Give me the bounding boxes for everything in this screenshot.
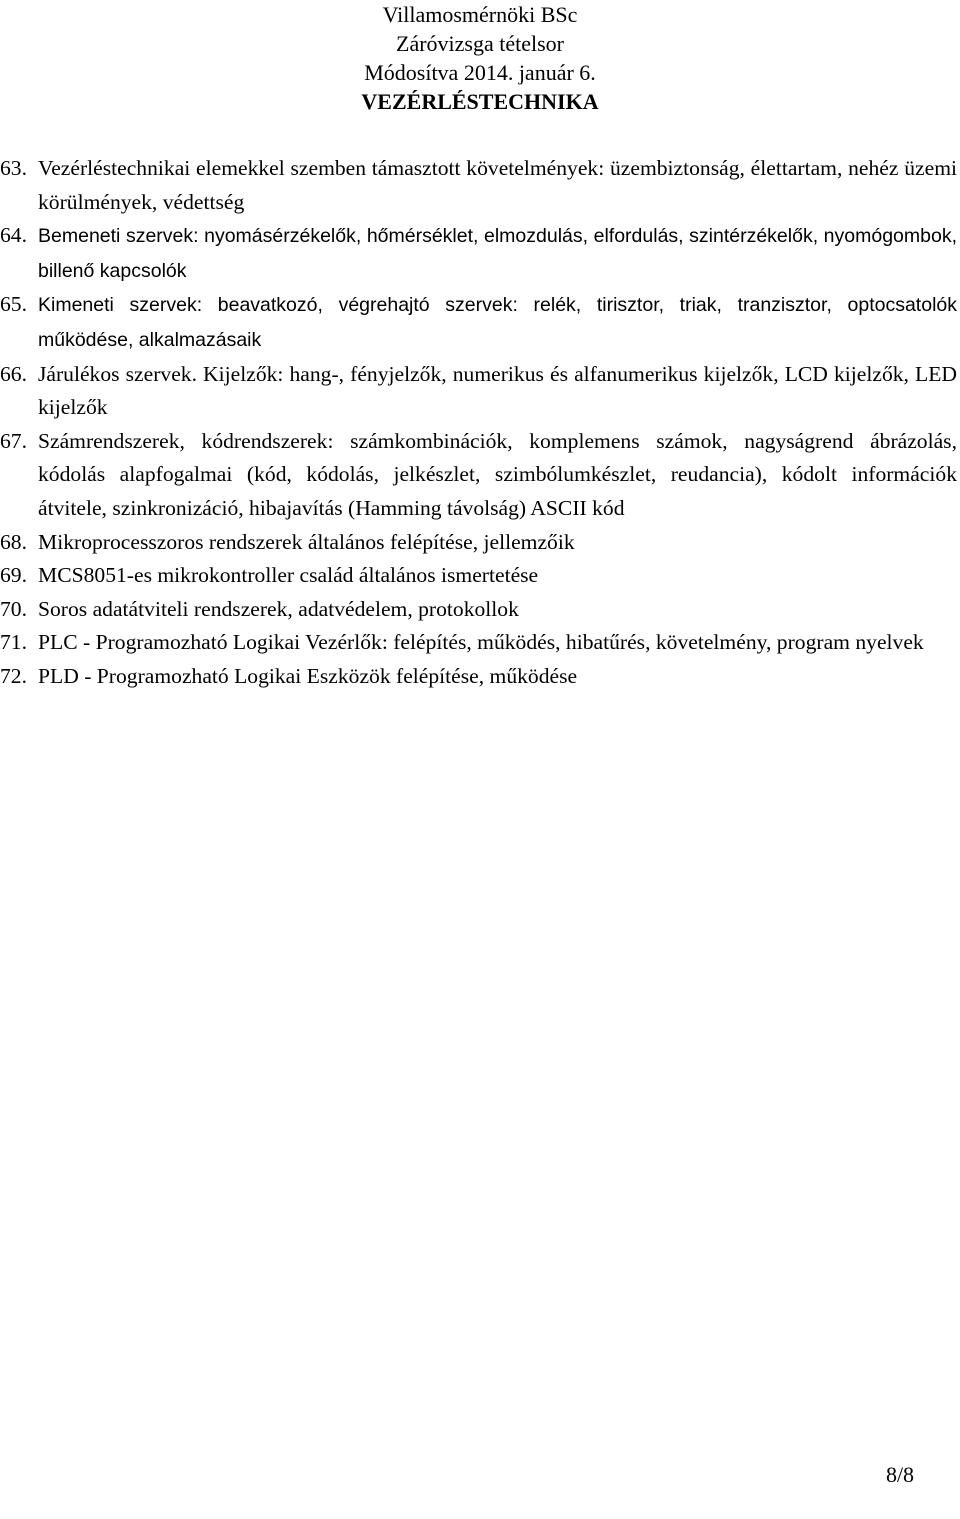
topic-text: PLC - Programozható Logikai Vezérlők: felépítés, működés, hibatűrés, követelmény, program nyelvek xyxy=(38,630,924,655)
topic-item-68 xyxy=(0,526,957,560)
topic-item-71 xyxy=(0,626,957,660)
topic-text: Kimeneti szervek: beavatkozó, végrehajtó szervek: relék, tirisztor, triak, tranzisztor, optocsatolók működése, alkalmazásaik xyxy=(38,294,957,351)
topic-number: 65. xyxy=(0,292,27,317)
page-footer xyxy=(0,1461,918,1489)
topic-text: MCS8051-es mikrokontroller család általános ismertetése xyxy=(38,563,539,588)
topic-text: Soros adatátviteli rendszerek, adatvédelem, protokollok xyxy=(38,596,519,621)
topic-number: 66. xyxy=(0,361,27,386)
topic-item-64 xyxy=(0,219,957,288)
topic-item-72 xyxy=(0,660,957,694)
topic-text: Számrendszerek, kódrendszerek: számkombinációk, komplemens számok, nagyságrend ábrázolás, kódolás alapfogalmai (kód, kódolás, jelkészlet, szimbólumkészlet, reudancia), kódolt információk átvitele, szinkronizáció, hibajavítás (Hamming távolság) ASCII kód xyxy=(38,428,957,520)
topic-number: 71. xyxy=(0,630,27,655)
topic-item-66 xyxy=(0,358,957,425)
section-title: VEZÉRLÉSTECHNIKA xyxy=(361,89,599,114)
topic-number: 63. xyxy=(0,156,27,180)
modified-date: Módosítva 2014. január 6. xyxy=(364,60,596,85)
topic-list xyxy=(0,152,957,694)
document-title: Záróvizsga tételsor xyxy=(396,31,564,56)
topic-number: 67. xyxy=(0,428,27,453)
topic-item-65 xyxy=(0,288,957,357)
topic-number: 70. xyxy=(0,596,27,621)
topic-text: PLD - Programozható Logikai Eszközök felépítése, működése xyxy=(38,663,578,688)
topic-item-63 xyxy=(0,152,957,219)
topic-item-69 xyxy=(0,559,957,593)
topic-item-70 xyxy=(0,593,957,627)
document-header xyxy=(0,0,960,116)
topic-text: Mikroprocesszoros rendszerek általános felépítése, jellemzőik xyxy=(38,529,575,554)
topic-item-67 xyxy=(0,425,957,526)
program-title: Villamosmérnöki BSc xyxy=(382,2,578,27)
page-number: 8/8 xyxy=(885,1462,915,1487)
topic-text: Vezérléstechnikai elemekkel szemben támasztott követelmények: üzembiztonság, élettartam, nehéz üzemi körülmények, védettség xyxy=(38,156,957,214)
topic-number: 72. xyxy=(0,663,27,688)
topic-text: Bemeneti szervek: nyomásérzékelők, hőmérséklet, elmozdulás, elfordulás, szintérzékelők, nyomógombok, billenő kapcsolók xyxy=(38,225,957,282)
topic-text: Járulékos szervek. Kijelzők: hang-, fényjelzők, numerikus és alfanumerikus kijelzők, LCD kijelzők, LED kijelzők xyxy=(38,361,957,420)
topic-number: 69. xyxy=(0,563,27,588)
topic-number: 68. xyxy=(0,529,27,554)
topic-number: 64. xyxy=(0,223,27,248)
